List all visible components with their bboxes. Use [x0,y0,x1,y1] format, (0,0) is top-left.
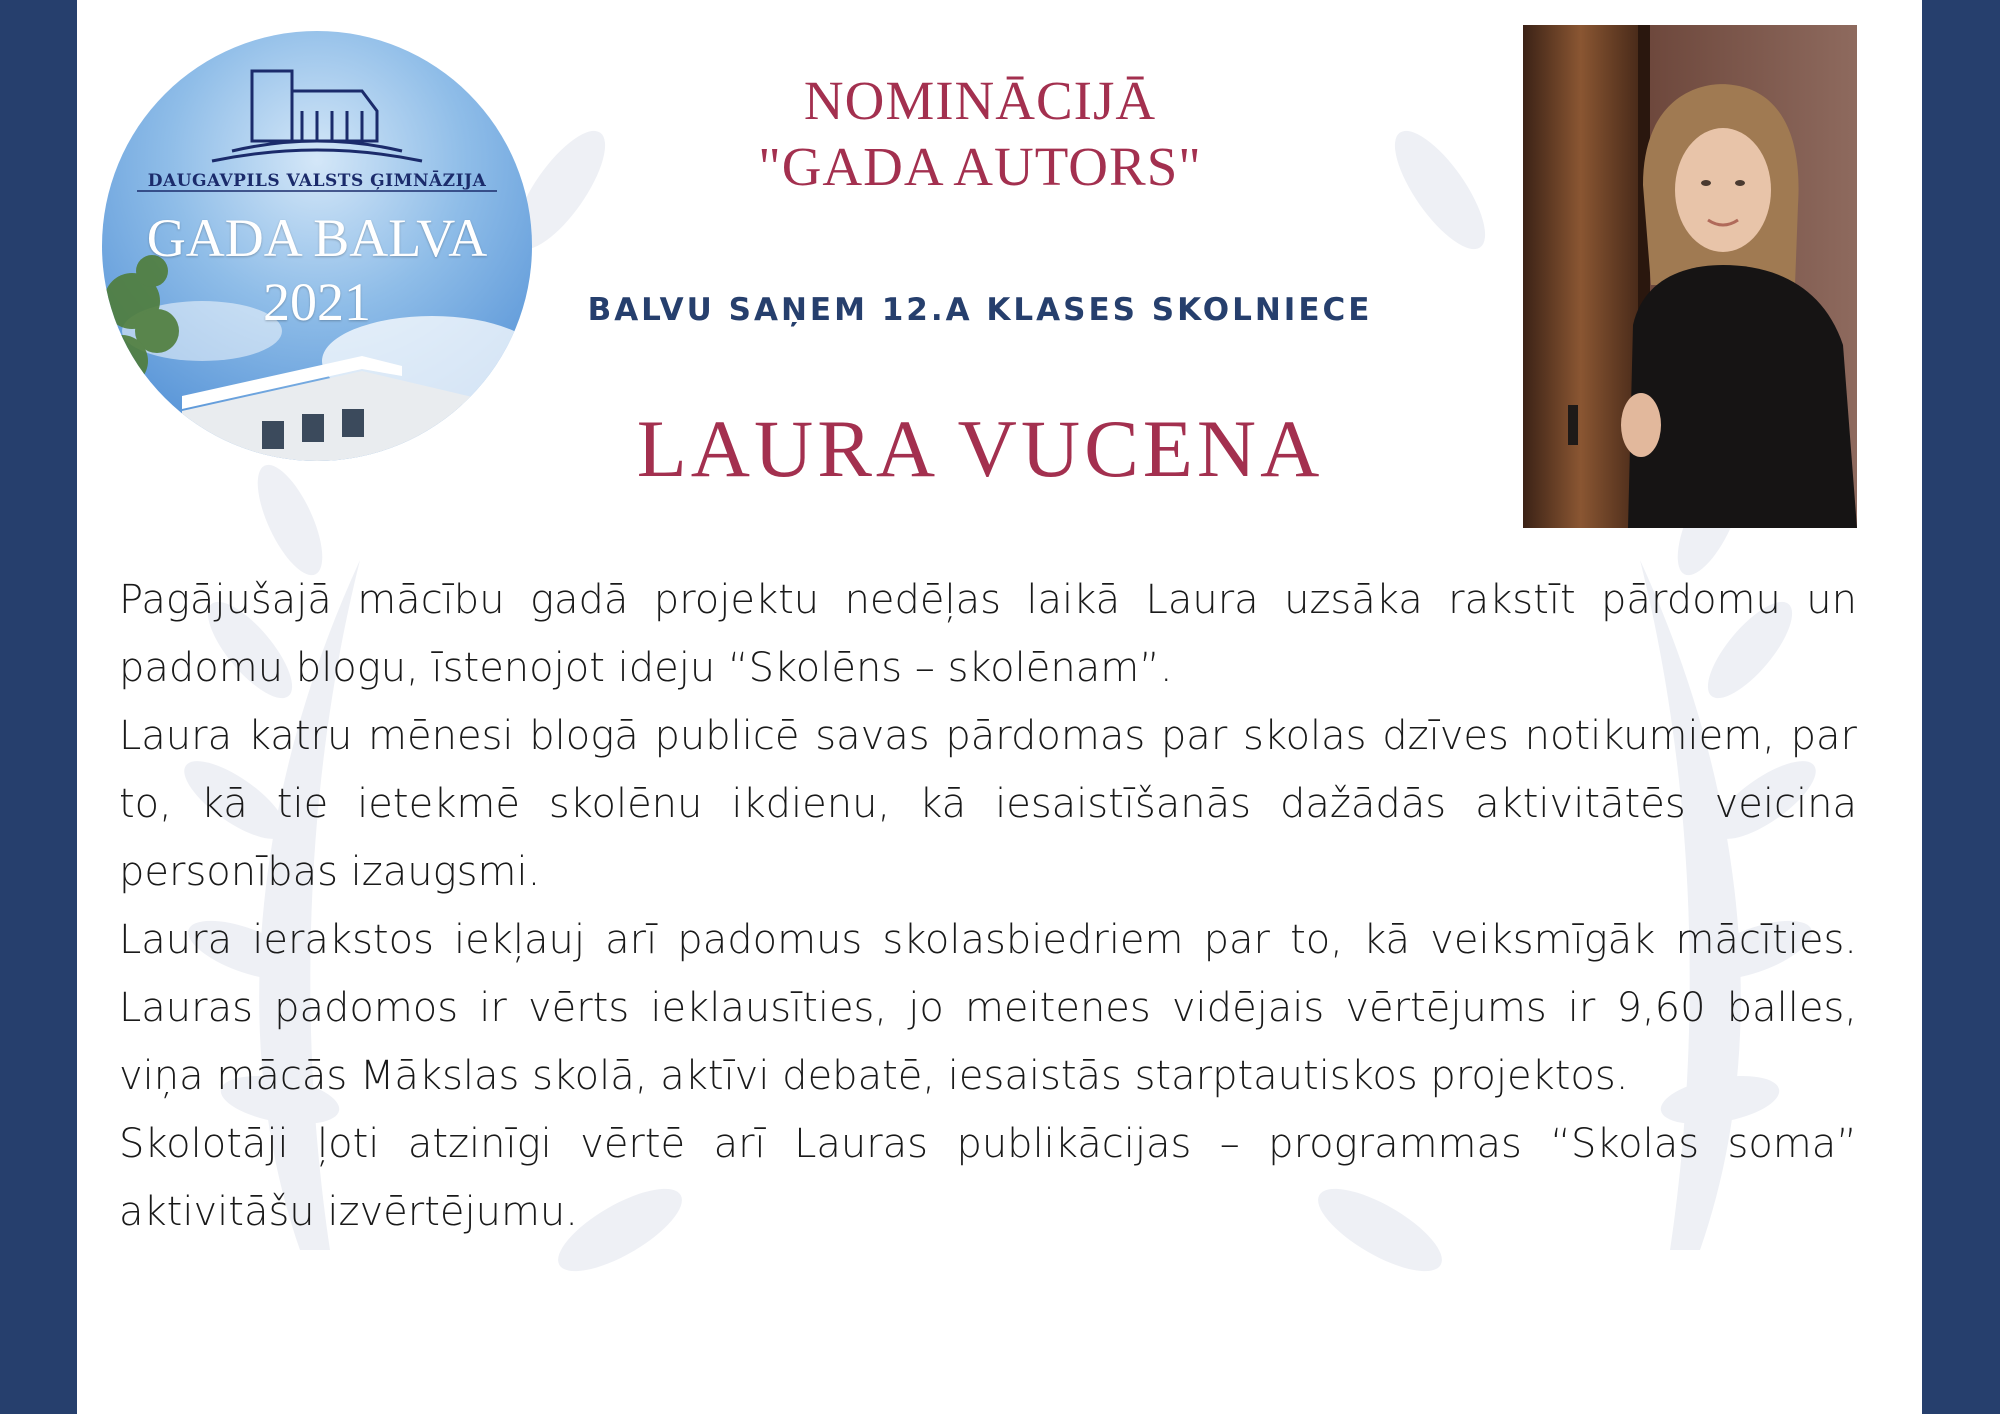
body-text [119,566,1857,1246]
nomination-line-2: "GADA AUTORS" [758,136,1202,197]
recipient-line: BALVU SAŅEM 12.A KLASES SKOLNIECE [587,292,1373,328]
person-name: LAURA VUCENA [636,403,1324,494]
paragraph-2: Laura katru mēnesi blogā publicē savas pārdomas par skolas dzīves notikumiem, par to, kā tie ietekmē skolēnu ikdienu, kā iesaistīšanās dažādās aktivitātēs veicina personības izaugsmi. [119,713,1857,895]
paragraph-3: Laura ierakstos iekļauj arī padomus skolasbiedriem par to, kā veiksmīgāk mācīties. Lauras padomos ir vērts ieklausīties, jo meitenes vidējais vērtējums ir 9,60 balles, viņa mācās Mākslas skolā, aktīvi debatē, iesaistās starptautiskos projektos. [119,917,1857,1099]
logo-year: 2021 [263,272,371,332]
nomination-heading [680,68,1280,200]
logo-award-title: GADA BALVA [146,208,488,268]
paragraph-1: Pagājušajā mācību gadā projektu nedēļas laikā Laura uzsāka rakstīt pārdomu un padomu blogu, īstenojot ideju “Skolēns – skolēnam”. [119,577,1857,691]
portrait-illustration [1523,25,1857,528]
nomination-line-1: NOMINĀCIJĀ [803,70,1157,131]
logo-school-name: DAUGAVPILS VALSTS ĢIMNĀZIJA [147,171,487,191]
award-logo [102,31,532,461]
paragraph-4: Skolotāji ļoti atzinīgi vērtē arī Lauras publikācijas – programmas “Skolas soma” aktivitāšu izvērtējumu. [119,1121,1857,1235]
portrait-photo [1523,25,1857,528]
